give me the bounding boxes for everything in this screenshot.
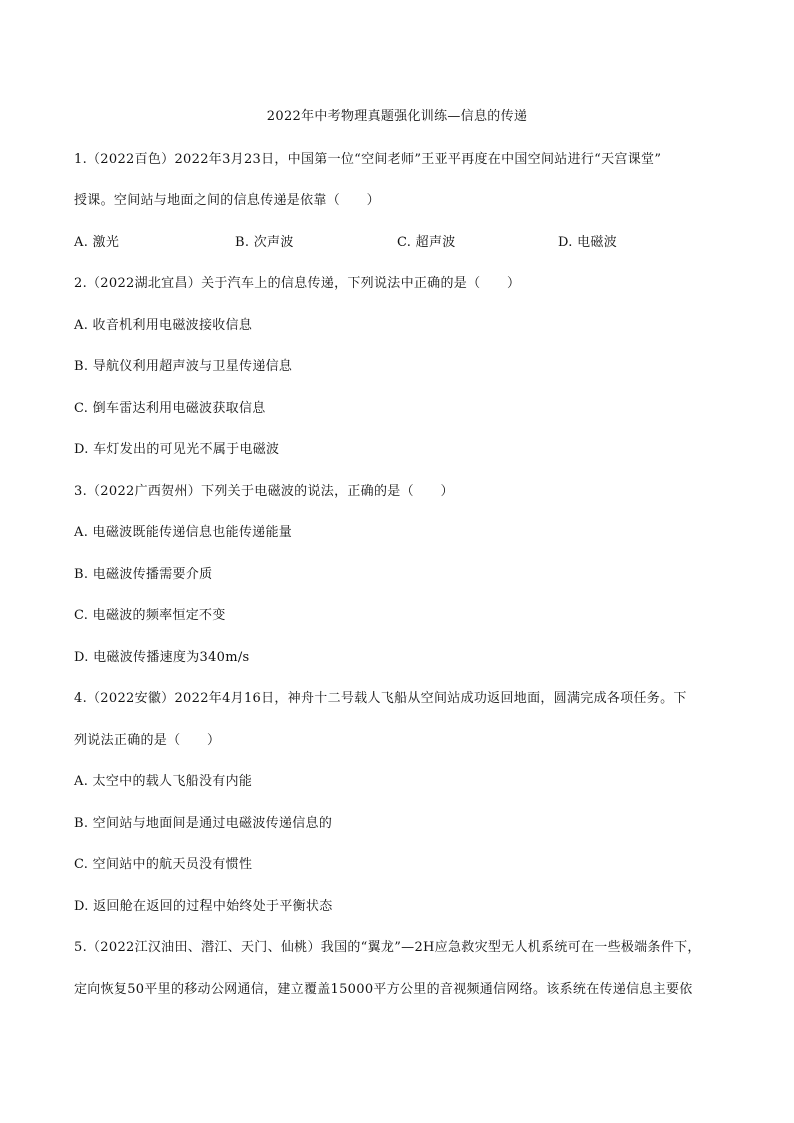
question-3-option-c: C. 电磁波的频率恒定不变 — [74, 608, 226, 623]
question-2-option-d: D. 车灯发出的可见光不属于电磁波 — [74, 442, 280, 457]
question-2-option-a: A. 收音机利用电磁波接收信息 — [74, 318, 253, 333]
question-1-option-d: D. 电磁波 — [558, 235, 618, 250]
question-3-stem: 3.（2022广西贺州）下列关于电磁波的说法，正确的是（ ） — [74, 484, 454, 499]
question-3-option-d: D. 电磁波传播速度为340m/s — [74, 650, 250, 665]
question-4-option-d: D. 返回舱在返回的过程中始终处于平衡状态 — [74, 899, 333, 914]
question-5-line-1: 5.（2022江汉油田、潜江、天门、仙桃）我国的“翼龙”—2H应急救灾型无人机系统可在一些极端条件下， — [74, 940, 701, 955]
question-1-option-b: B. 次声波 — [235, 235, 294, 250]
question-4-option-a: A. 太空中的载人飞船没有内能 — [74, 774, 253, 789]
question-4-option-c: C. 空间站中的航天员没有惯性 — [74, 857, 253, 872]
question-2-option-b: B. 导航仪利用超声波与卫星传递信息 — [74, 359, 293, 374]
question-1-line-2: 授课。空间站与地面之间的信息传递是依靠（ ） — [74, 193, 380, 208]
question-4-line-2: 列说法正确的是（ ） — [74, 733, 221, 748]
question-5-line-2: 定向恢复50平里的移动公网通信，建立覆盖15000平方公里的音视频通信网络。该系统在传递信息主要依 — [74, 982, 693, 997]
page-title: 2022年中考物理真题强化训练—信息的传递 — [266, 109, 528, 124]
question-2-option-c: C. 倒车雷达利用电磁波获取信息 — [74, 401, 266, 416]
question-1-option-a: A. 激光 — [74, 235, 120, 250]
question-1-line-1: 1.（2022百色）2022年3月23日，中国第一位“空间老师”王亚平再度在中国空间站进行“天宫课堂” — [74, 152, 662, 167]
question-3-option-b: B. 电磁波传播需要介质 — [74, 567, 213, 582]
question-1-option-c: C. 超声波 — [397, 235, 456, 250]
question-3-option-a: A. 电磁波既能传递信息也能传递能量 — [74, 525, 293, 540]
question-4-option-b: B. 空间站与地面间是通过电磁波传递信息的 — [74, 816, 333, 831]
question-2-stem: 2.（2022湖北宜昌）关于汽车上的信息传递，下列说法中正确的是（ ） — [74, 276, 521, 291]
question-4-line-1: 4.（2022安徽）2022年4月16日，神舟十二号载人飞船从空间站成功返回地面，圆满完成各项任务。下 — [74, 691, 687, 706]
